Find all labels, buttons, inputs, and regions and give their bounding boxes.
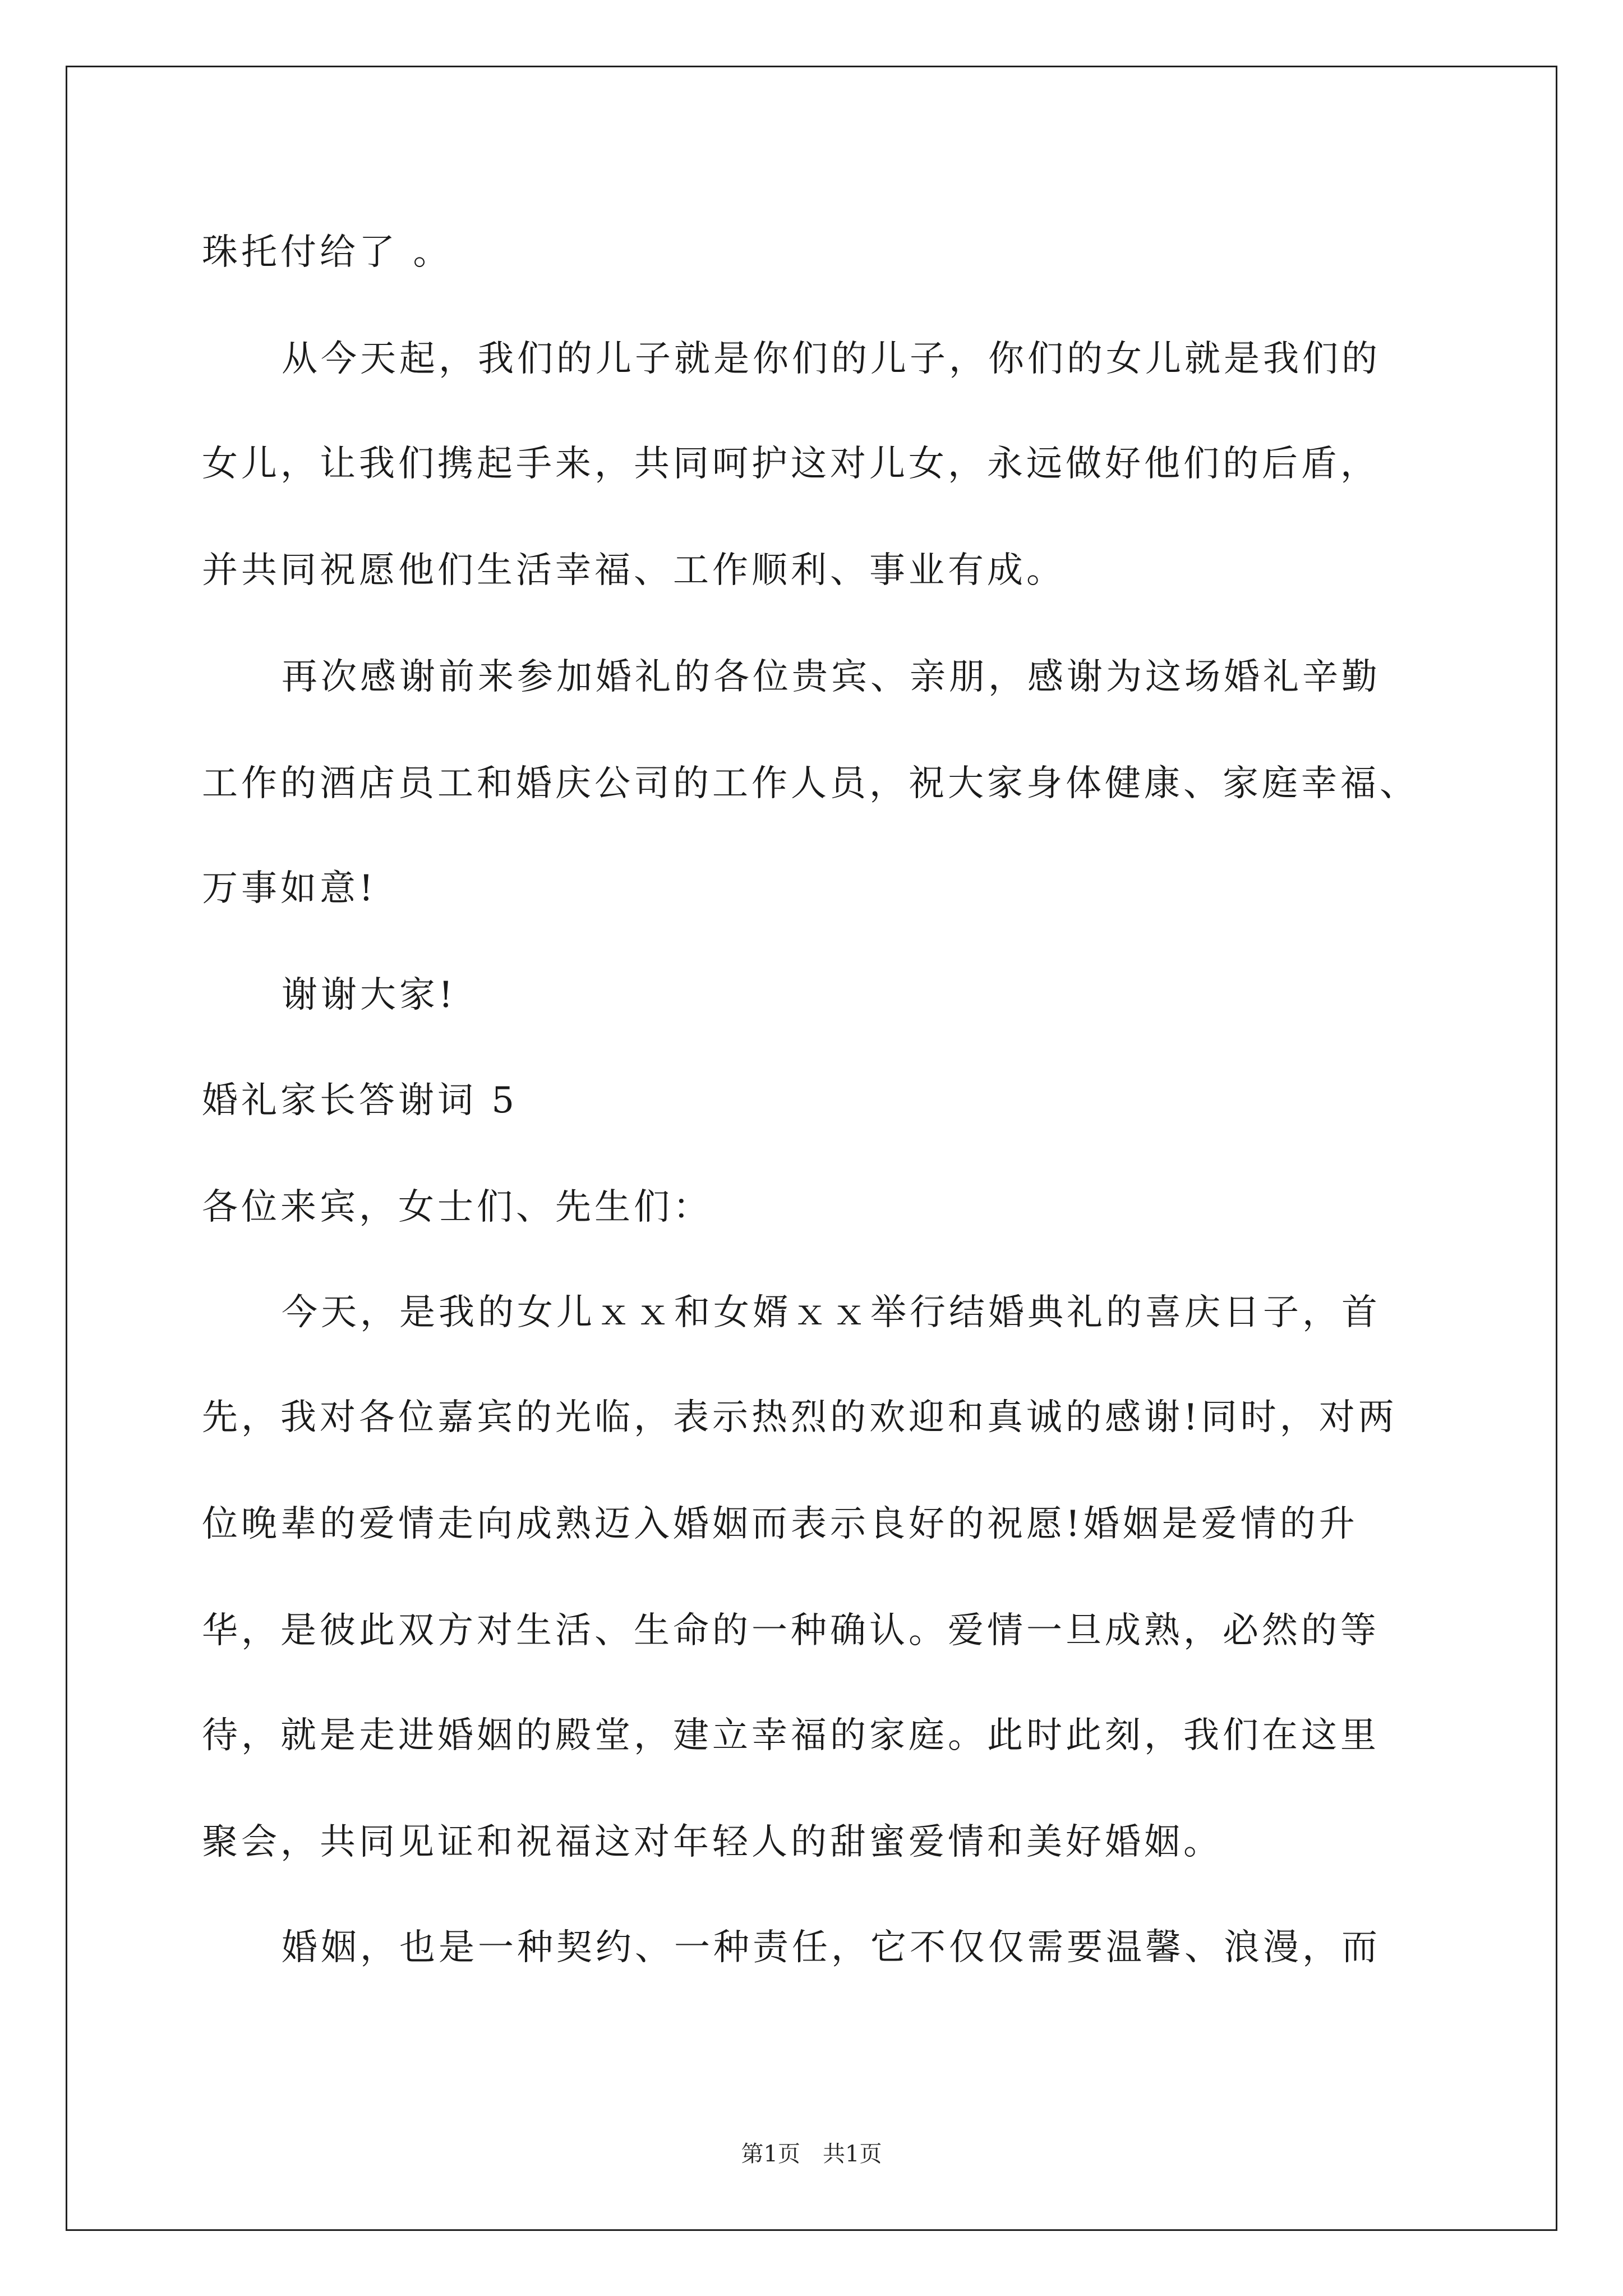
text-line: 再次感谢前来参加婚礼的各位贵宾、亲朋，感谢为这场婚礼辛勤	[282, 656, 1381, 698]
salutation: 各位来宾，女士们、先生们：	[202, 1186, 712, 1228]
text-line: 从今天起，我们的儿子就是你们的儿子，你们的女儿就是我们的	[282, 338, 1381, 380]
text-line: 工作的酒店员工和婚庆公司的工作人员，祝大家身体健康、家庭幸福、	[202, 763, 1419, 804]
page-number-footer: 第1页 共1页	[741, 2141, 882, 2167]
text-line: 待，就是走进婚姻的殿堂，建立幸福的家庭。此时此刻，我们在这里	[202, 1715, 1380, 1756]
text-line: 位晚辈的爱情走向成熟迈入婚姻而表示良好的祝愿!婚姻是爱情的升	[202, 1503, 1358, 1545]
text-line: 女儿，让我们携起手来，共同呵护这对儿女，永远做好他们的后盾，	[202, 443, 1380, 485]
text-line: 珠托付给了 。	[202, 232, 453, 273]
text-line: 华，是彼此双方对生活、生命的一种确认。爱情一旦成熟，必然的等	[202, 1610, 1380, 1651]
text-line: 万事如意!	[202, 868, 377, 909]
page-border	[66, 66, 1557, 2231]
section-heading: 婚礼家长答谢词 5	[202, 1080, 518, 1121]
text-line: 先，我对各位嘉宾的光临，表示热烈的欢迎和真诚的感谢!同时，对两	[202, 1397, 1398, 1438]
text-line: 谢谢大家!	[282, 974, 457, 1016]
text-line: 并共同祝愿他们生活幸福、工作顺利、事业有成。	[202, 550, 1066, 591]
text-line: 婚姻，也是一种契约、一种责任，它不仅仅需要温馨、浪漫，而	[282, 1927, 1381, 1968]
text-line: 聚会，共同见证和祝福这对年轻人的甜蜜爱情和美好婚姻。	[202, 1821, 1223, 1863]
text-line: 今天，是我的女儿ｘｘ和女婿ｘｘ举行结婚典礼的喜庆日子，首	[282, 1292, 1381, 1333]
